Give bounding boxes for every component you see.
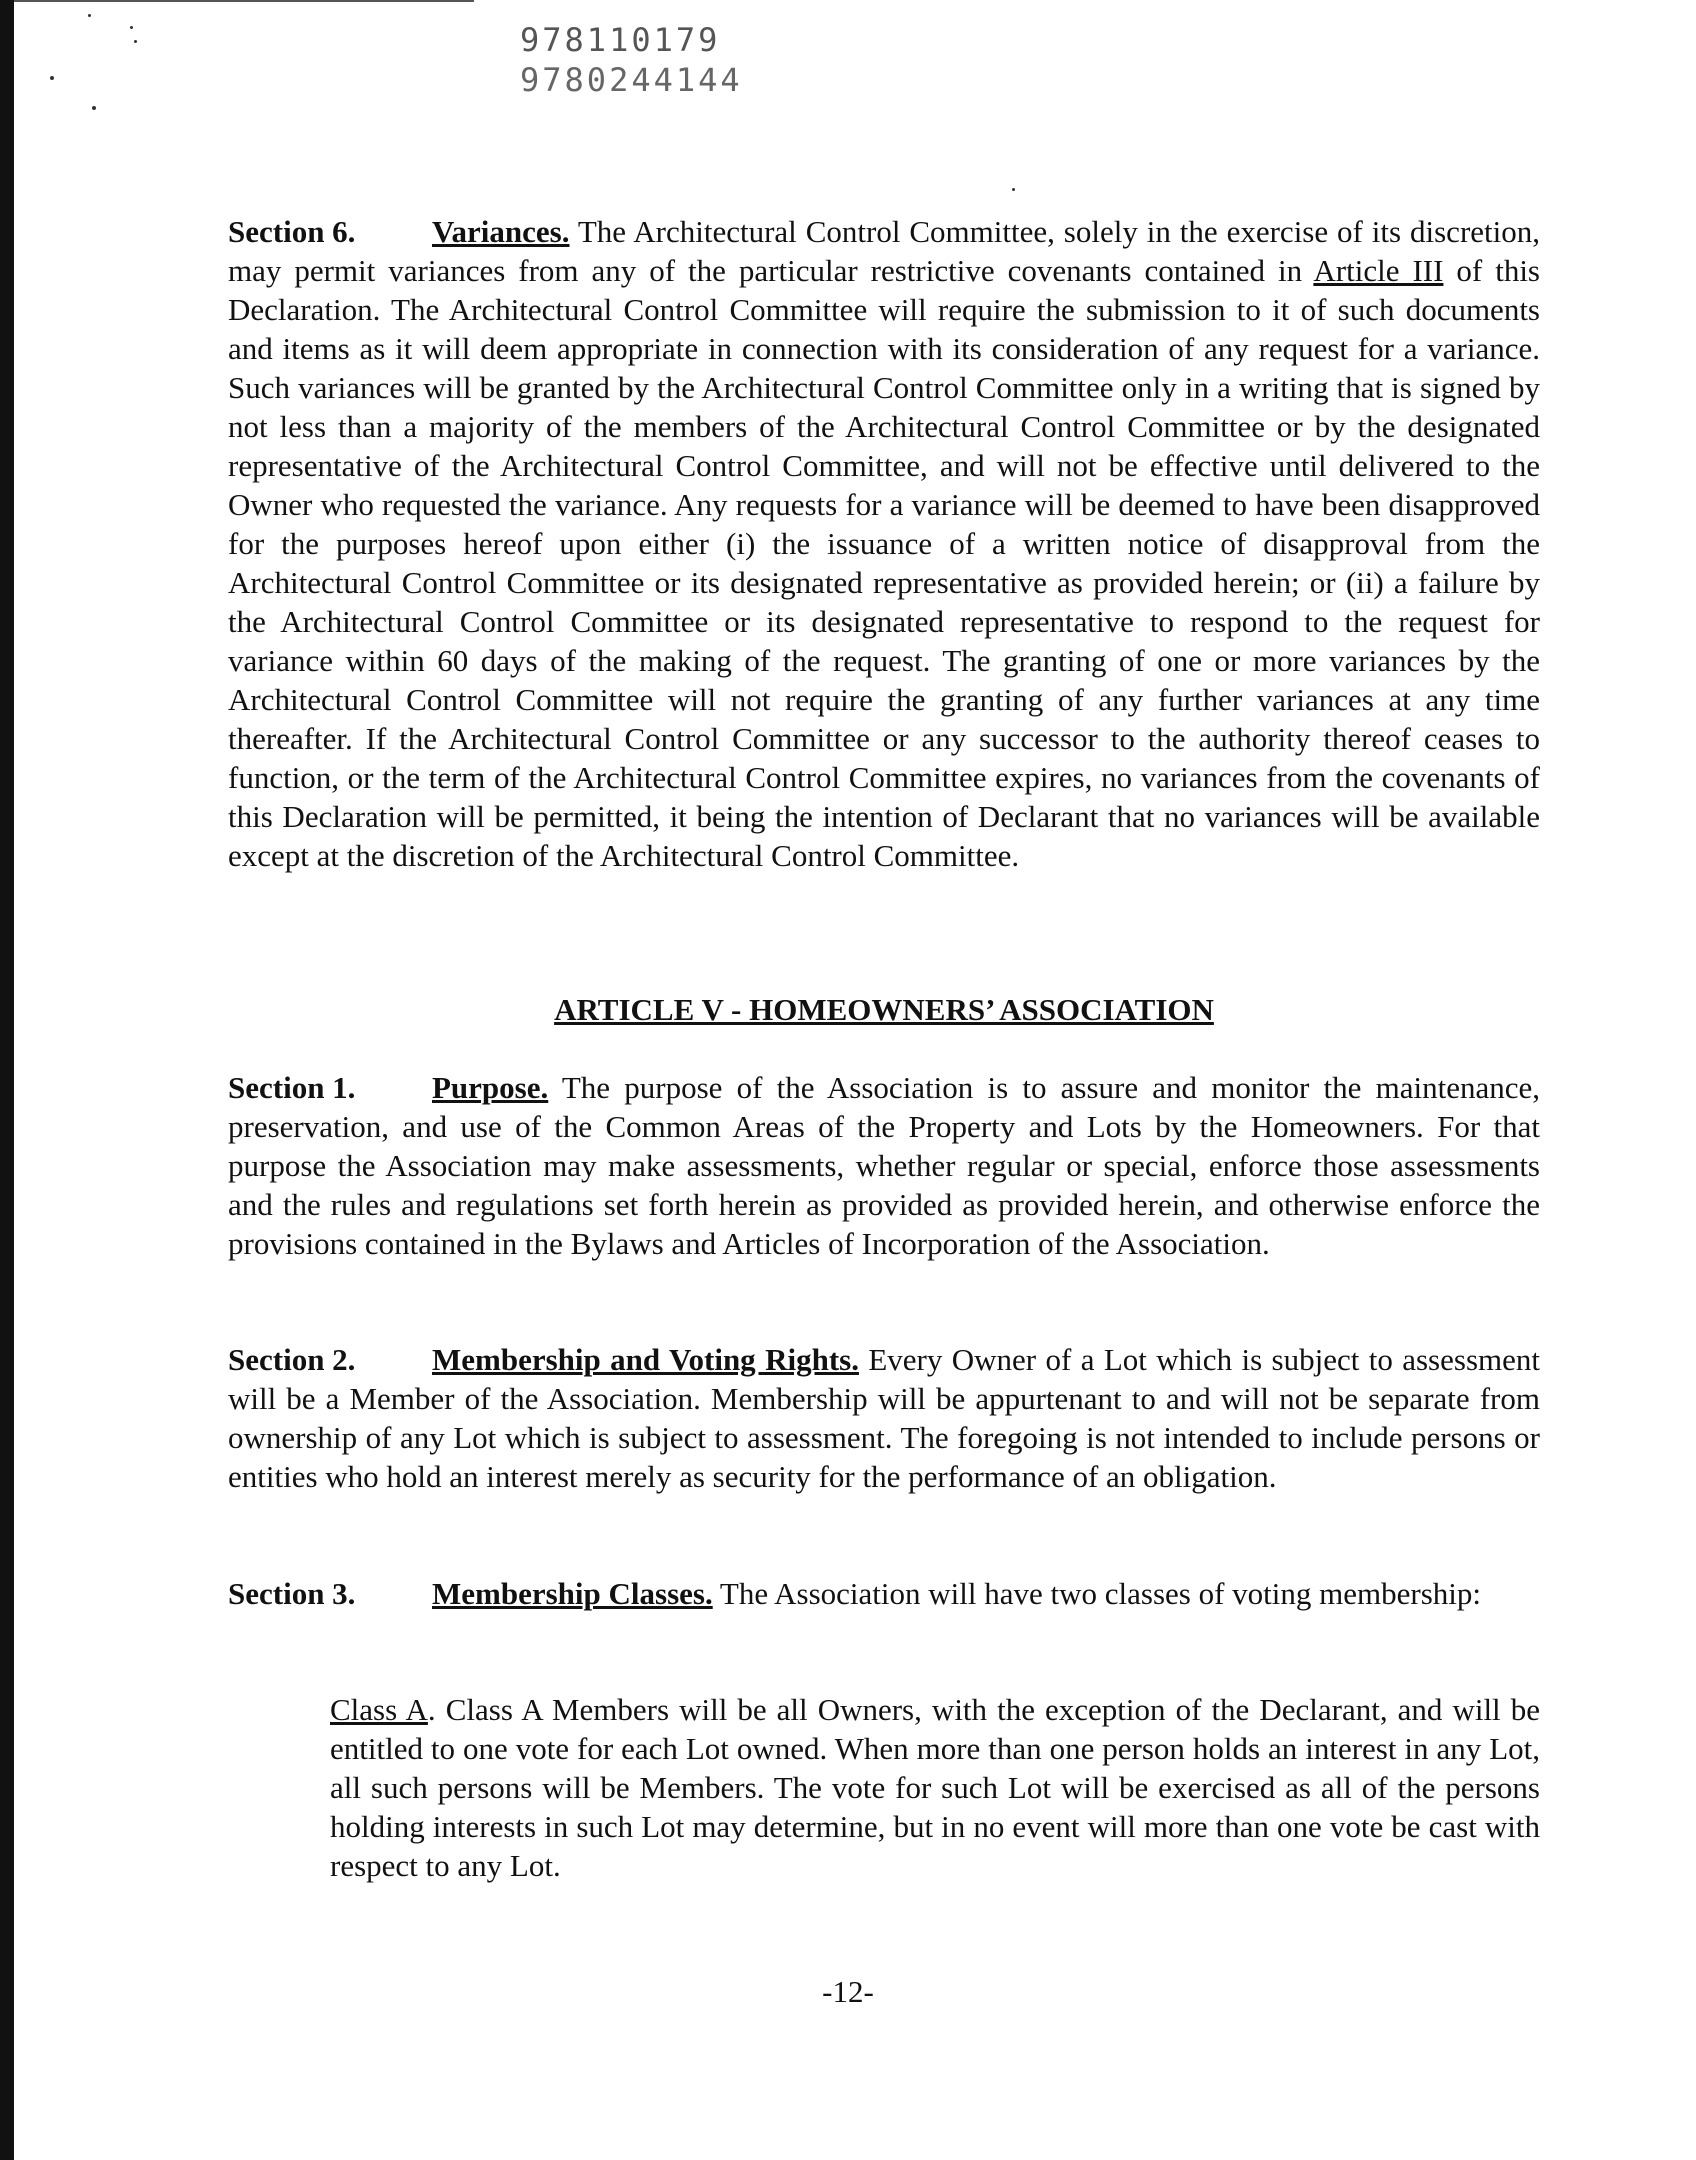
article-reference: Article III xyxy=(1313,253,1444,288)
section-text: The Architectural Control Committee, solely in the exercise of its discretion, may permit variances from any of the particular restrictive covenants contained in xyxy=(228,214,1540,288)
class-title: Class A xyxy=(330,1692,428,1727)
section-text: of this Declaration. The Architectural Control Committee will require the submission to it of such documents and items as it will deem appropriate in connection with its consideration of any request for a variance. Such variances will be granted by the Architectural Control Committee only in a writing that is signed by not less than a majority of the members of the Architectural Control Committee or by the designated representative of the Architectural Control Committee, and will not be effective until delivered to the Owner who requested the variance. Any requests for a variance will be deemed to have been disapproved for the purposes hereof upon either (i) the issuance of a written notice of disapproval from the Architectural Control Committee or its designated representative as provided herein; or (ii) a failure by the Architectural Control Committee or its designated representative to respond to the request for variance within 60 days of the making of the request. The granting of one or more variances by the Architectural Control Committee will not require the granting of any further variances at any time thereafter. If the Architectural Control Committee or any successor to the authority thereof ceases to function, or the term of the Architectural Control Committee expires, no variances from the covenants of this Declaration will be permitted, it being the intention of Declarant that no variances will be available except at the discretion of the Architectural Control Committee. xyxy=(228,253,1540,873)
section-text: The Association will have two classes of voting membership: xyxy=(712,1576,1481,1611)
section-title: Purpose. xyxy=(432,1070,549,1105)
section-6 xyxy=(228,212,1540,875)
scan-speck xyxy=(50,76,54,80)
section-2 xyxy=(228,1340,1540,1496)
scan-speck xyxy=(134,40,137,43)
section-text: The purpose of the Association is to assure and monitor the maintenance, preservation, and use of the Common Areas of the Property and Lots by the Homeowners. For that purpose the Association may make assessments, whether regular or special, enforce those assessments and the rules and regulations set forth herein as provided as provided herein, and otherwise enforce the provisions contained in the Bylaws and Articles of Incorporation of the Association. xyxy=(228,1070,1540,1261)
section-label: Section 3. xyxy=(228,1576,356,1611)
section-title: Variances. xyxy=(432,214,570,249)
scan-left-edge xyxy=(0,0,14,2160)
section-title: Membership Classes. xyxy=(432,1576,713,1611)
page-number: -12- xyxy=(822,1974,874,2009)
article-heading: ARTICLE V - HOMEOWNERS’ ASSOCIATION xyxy=(554,992,1214,1027)
scan-speck xyxy=(88,14,91,17)
section-label: Section 6. xyxy=(228,214,356,249)
scan-speck xyxy=(1012,188,1015,191)
scan-top-edge xyxy=(14,0,474,2)
document-stamp-number: 9780244144 xyxy=(520,61,743,99)
scan-speck xyxy=(92,106,96,110)
class-text: . Class A Members will be all Owners, with the exception of the Declarant, and will be entitled to one vote for each Lot owned. When more than one person holds an interest in any Lot, all such persons will be Members. The vote for such Lot will be exercised as all of the persons holding interests in such Lot may determine, but in no event will more than one vote be cast with respect to any Lot. xyxy=(330,1692,1540,1883)
scan-speck xyxy=(130,26,133,29)
section-text: Every Owner of a Lot which is subject to assessment will be a Member of the Association. Membership will be appurtenant to and will not be separate from ownership of any Lot which is subject to assessment. The foregoing is not intended to include persons or entities who hold an interest merely as security for the performance of an obligation. xyxy=(228,1342,1540,1494)
section-title: Membership and Voting Rights. xyxy=(432,1342,859,1377)
document-stamp-number: 978110179 xyxy=(520,21,721,59)
section-label: Section 2. xyxy=(228,1342,356,1377)
section-1 xyxy=(228,1068,1540,1263)
section-3 xyxy=(228,1574,1540,1613)
section-label: Section 1. xyxy=(228,1070,356,1105)
class-a-paragraph xyxy=(228,1690,1540,1885)
